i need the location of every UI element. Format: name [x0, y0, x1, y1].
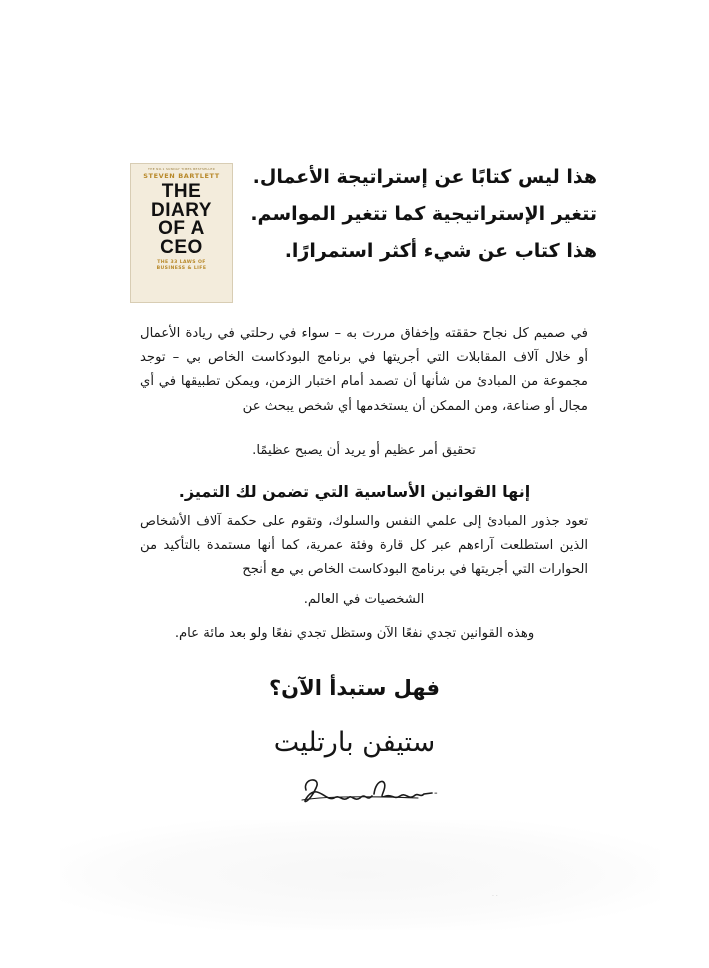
cover-title-line: THE	[161, 181, 202, 202]
signature	[296, 772, 438, 814]
cover-tagline: THE NO.1 SUNDAY TIMES BESTSELLER	[148, 167, 215, 171]
headline-line-3: هذا كتاب عن شيء أكثر استمرارًا.	[284, 240, 597, 262]
intro-paragraph-last-line: تحقيق أمر عظيم أو يريد أن يصبح عظيمًا.	[252, 443, 476, 458]
cover-title	[131, 183, 232, 257]
cover-subtitle	[131, 260, 232, 272]
cover-title-line: OF A	[158, 218, 205, 239]
roots-paragraph: تعود جذور المبادئ إلى علمي النفس والسلوك، وتقوم على حكمة آلاف الأشخاص الذين استطلعت آراءهم عبر كل قارة وفئة عمرية، كما أنها مستمدة بالتأكيد من الحوارات التي أجريتها في برنامج البودكاست الخاص بي مع أنجح	[140, 514, 588, 578]
cover-subtitle-line: BUSINESS & LIFE	[156, 266, 207, 271]
cover-title-line: CEO	[160, 236, 203, 258]
scan-artifact: · ·	[492, 893, 498, 900]
question-heading: فهل ستبدأ الآن؟	[268, 676, 441, 700]
svg-text:-: -	[434, 788, 438, 799]
closing-line: وهذه القوانين تجدي نفعًا الآن وستظل تجدي نفعًا ولو بعد مائة عام.	[174, 626, 535, 641]
cover-author: STEVEN BARTLETT	[143, 172, 220, 180]
intro-paragraph: في صميم كل نجاح حققته وإخفاق مررت به – سواء في رحلتي في ريادة الأعمال أو خلال آلاف المقابلات التي أجريتها في برنامج البودكاست الخاص بي – توجد مجموعة من المبادئ من شأنها أن تصمد أمام اختبار الزمن، ويمكن تطبيقها في أي مجال أو صناعة، ومن الممكن أن يستخدمها أي شخص يبحث عن	[140, 326, 588, 414]
bottom-fade	[60, 820, 660, 930]
headline-line-1: هذا ليس كتابًا عن إستراتيجة الأعمال.	[252, 166, 597, 188]
roots-paragraph-last-line: الشخصيات في العالم.	[303, 592, 425, 607]
headline-line-2: تتغير الإستراتيجية كما تتغير المواسم.	[250, 203, 597, 225]
laws-subheading: إنها القوانين الأساسية التي تضمن لك التميز.	[178, 482, 531, 501]
cover-title-line: DIARY	[151, 199, 212, 221]
author-name: ستيفن بارتليت	[273, 727, 436, 758]
cover-subtitle-line: THE 33 LAWS OF	[157, 260, 206, 265]
book-cover	[130, 163, 233, 303]
